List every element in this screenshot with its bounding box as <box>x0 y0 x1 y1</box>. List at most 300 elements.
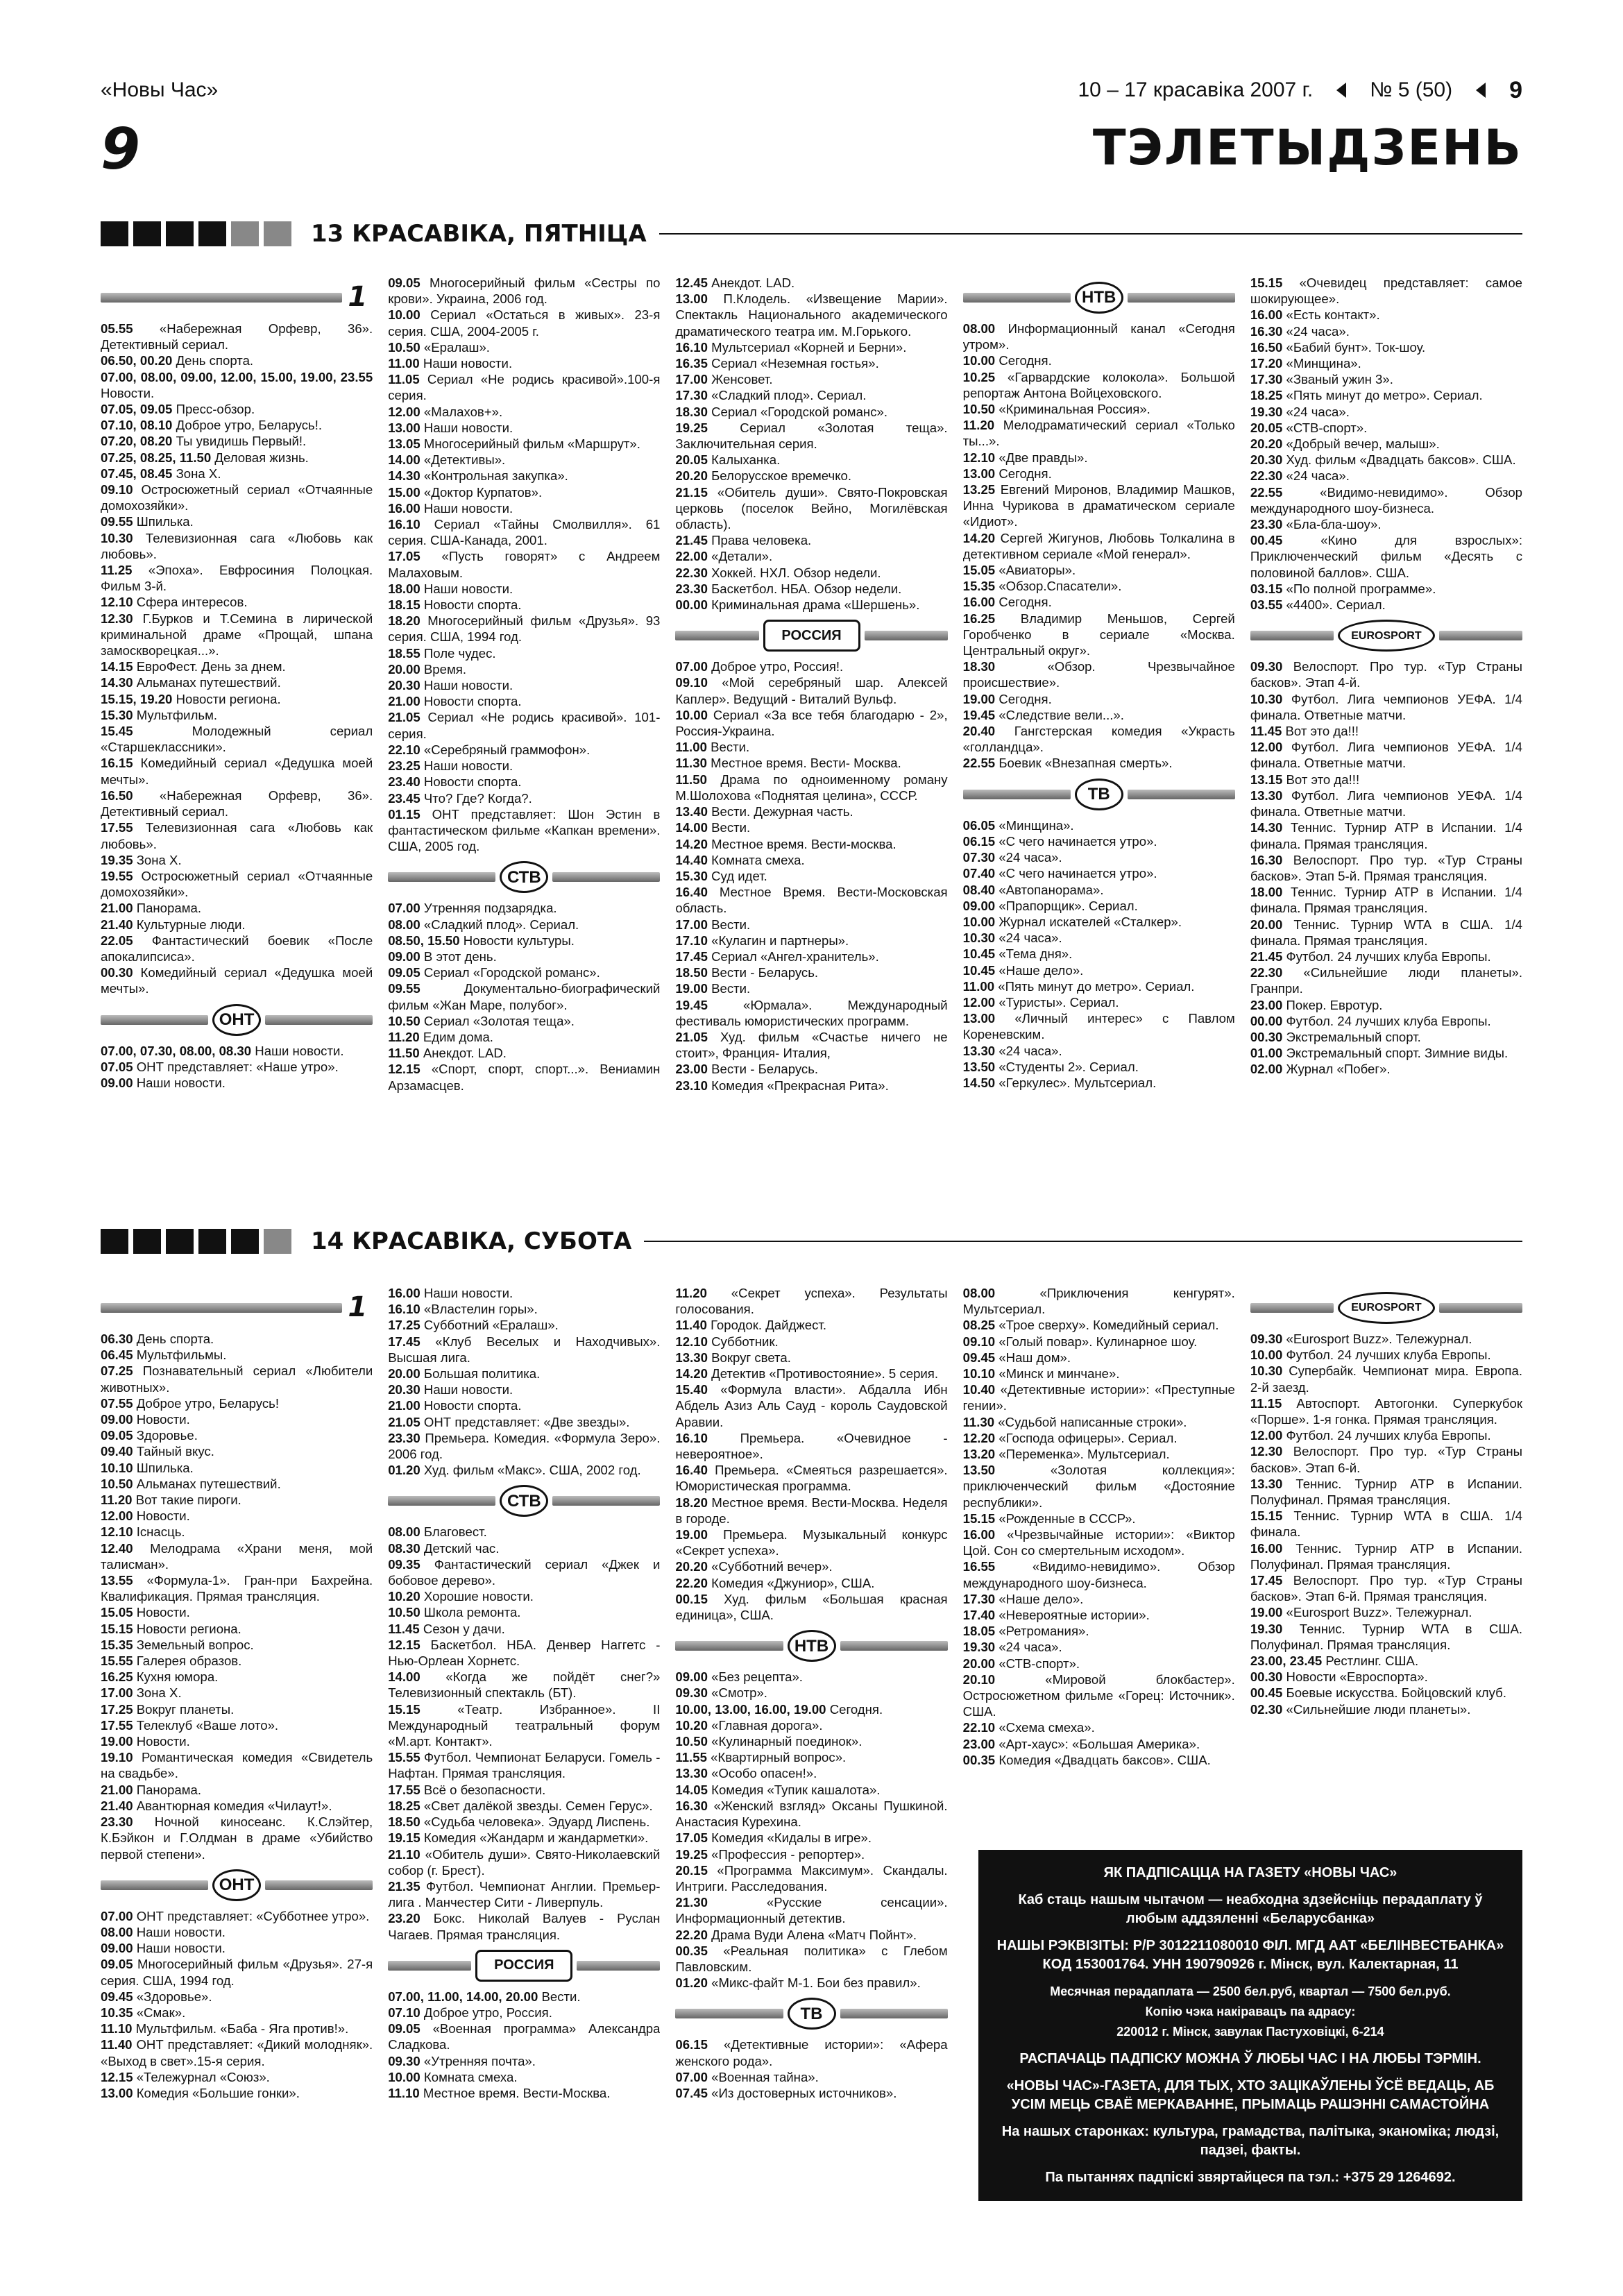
programme-entry <box>101 321 373 352</box>
programme-entry <box>1250 723 1522 739</box>
programme-entry <box>675 1495 947 1527</box>
programme-entry <box>1250 1029 1522 1045</box>
programme-time: 09.00 <box>101 1412 133 1427</box>
programme-time: 17.25 <box>101 1701 133 1717</box>
programme-title: Детский час. <box>423 1540 500 1556</box>
programme-time: 01.15 <box>388 806 420 822</box>
programme-time: 12.10 <box>962 450 996 465</box>
programme-title: Вот это да!!! <box>1286 772 1360 787</box>
programme-entry <box>1250 1331 1522 1347</box>
programme-entry <box>388 917 660 933</box>
programme-title: Многосерийный фильм «Сестры по крови». Украина, 2006 год. <box>388 275 661 307</box>
programme-time: 12.30 <box>1250 1444 1283 1459</box>
programme-entry <box>675 1862 947 1894</box>
programme-entry <box>675 819 947 835</box>
programme-entry <box>388 1669 660 1701</box>
programme-entry <box>963 530 1235 562</box>
programme-title: Здоровье. <box>136 1428 198 1443</box>
programme-entry <box>101 1669 373 1685</box>
programme-title: «Утренняя почта». <box>423 2053 536 2068</box>
programme-time: 10.40 <box>962 1382 996 1397</box>
programme-title: Новости спорта. <box>423 774 522 790</box>
programme-time: 13.00 <box>962 466 996 481</box>
programme-title: Кухня юмора. <box>136 1669 219 1685</box>
programme-time: 15.15 <box>101 1621 133 1636</box>
programme-time: 03.15 <box>1250 581 1283 596</box>
programme-entry <box>963 1511 1235 1527</box>
programme-entry <box>675 1334 947 1350</box>
programme-entry <box>963 817 1235 833</box>
programme-time: 16.30 <box>1250 852 1283 867</box>
programme-title: «Званый ужин 3». <box>1286 372 1393 387</box>
programme-title: Вести. <box>711 917 751 932</box>
programme-time: 14.30 <box>101 675 133 690</box>
programme-title: Доброе утро, Россия!. <box>711 659 844 674</box>
programme-title: «Сильнейшие люди планеты». <box>1286 1701 1471 1717</box>
programme-entry <box>388 980 660 1012</box>
programme-time: 06.45 <box>101 1347 133 1363</box>
programme-entry <box>101 674 373 690</box>
programme-time: 15.30 <box>675 868 708 883</box>
programme-time: 15.35 <box>962 579 996 594</box>
programme-title: «Мировой блокбастер». Остросюжетном фильме «Горец: Источник». США. <box>962 1672 1235 1719</box>
programme-entry <box>1250 323 1522 339</box>
programme-title: Информационный канал «Сегодня утром». <box>962 321 1235 352</box>
day-heading-saturday <box>101 1225 1522 1257</box>
programme-entry <box>1250 949 1522 964</box>
heading-blocks <box>101 1229 291 1254</box>
programme-time: 17.55 <box>388 1782 420 1797</box>
programme-time: 18.20 <box>675 1495 708 1510</box>
programme-title: Драма по одноименному роману М.Шолохова «Поднятая целина», СССР. <box>675 772 948 803</box>
programme-time: 19.00 <box>1250 1605 1283 1620</box>
programme-entry <box>1250 964 1522 996</box>
programme-time: 14.40 <box>675 852 708 867</box>
programme-entry <box>963 1656 1235 1672</box>
programme-entry <box>101 1572 373 1604</box>
programme-time: 19.00 <box>101 1734 133 1749</box>
programme-entry <box>388 1397 660 1413</box>
programme-title: «Тема дня». <box>999 946 1073 962</box>
programme-entry <box>101 352 373 368</box>
programme-title: «Спорт, спорт, спорт...». Вениамин Арзамасцев. <box>388 1062 661 1093</box>
channel-logo-eurosport: EUROSPORT <box>1250 1289 1522 1327</box>
programme-time: 11.10 <box>388 2085 420 2100</box>
programme-title: «Арт-хаус»: «Большая Америка». <box>999 1736 1200 1751</box>
programme-time: 17.10 <box>675 933 708 948</box>
programme-time: 22.30 <box>675 565 708 580</box>
programme-title: Наши новости. <box>423 420 513 435</box>
programme-entry <box>388 420 660 436</box>
programme-title: Премьера. «Смеяться разрешается». Юмористическая программа. <box>675 1463 948 1494</box>
programme-entry <box>101 658 373 674</box>
programme-title: «С чего начинается утро». <box>999 866 1157 881</box>
programme-entry <box>1250 355 1522 371</box>
programme-time: 19.10 <box>101 1750 133 1765</box>
programme-time: 14.00 <box>388 452 420 468</box>
programme-title: «Трое сверху». Комедийный сериал. <box>999 1318 1219 1333</box>
programme-entry <box>675 755 947 771</box>
programme-time: 20.20 <box>675 468 708 484</box>
programme-time: 23.00, 23.45 <box>1250 1653 1323 1669</box>
programme-entry <box>1250 1061 1522 1077</box>
programme-title: Что? Где? Когда?. <box>423 790 532 806</box>
programme-title: Сериал «Не родись красивой».100-я серия. <box>388 372 661 403</box>
programme-time: 06.50, 00.20 <box>101 353 173 368</box>
programme-time: 12.10 <box>675 1334 708 1349</box>
programme-time: 07.40 <box>962 866 996 881</box>
programme-time: 20.30 <box>1250 452 1283 468</box>
programme-entry <box>675 371 947 387</box>
programme-entry <box>388 774 660 790</box>
programme-title: «Судьбой написанные строки». <box>998 1414 1187 1429</box>
programme-time: 10.30 <box>962 930 996 946</box>
programme-title: «Невероятные истории». <box>999 1608 1150 1623</box>
friday-listings <box>101 275 1522 1205</box>
programme-title: Анекдот. LAD. <box>423 1046 507 1061</box>
programme-entry <box>675 674 947 706</box>
programme-time: 00.30 <box>101 965 133 980</box>
programme-title: «Тележурнал «Союз». <box>136 2069 270 2084</box>
programme-title: Наши новости. <box>423 1382 513 1397</box>
programme-title: «24 часа». <box>1286 404 1350 419</box>
programme-title: «4400». Сериал. <box>1286 597 1386 613</box>
programme-title: «Без рецепта». <box>711 1669 803 1685</box>
programme-title: «Детективные истории»: «Афера женского рода». <box>675 2037 948 2068</box>
programme-entry <box>1250 468 1522 484</box>
programme-entry <box>388 790 660 806</box>
programme-title: Сегодня. <box>999 691 1052 706</box>
programme-time: 00.30 <box>1250 1669 1283 1685</box>
programme-entry <box>101 1733 373 1749</box>
programme-entry <box>675 997 947 1029</box>
programme-entry <box>963 1623 1235 1639</box>
programme-time: 21.05 <box>675 1029 708 1044</box>
programme-title: Экстремальный спорт. <box>1286 1029 1421 1044</box>
programme-title: Г.Бурков и Т.Семина в лирической криминальной драме «Прощай, шпана замоскворецкая...». <box>101 611 373 658</box>
programme-title: Комната смеха. <box>711 852 805 867</box>
programme-time: 10.45 <box>962 946 996 962</box>
programme-title: Местное время. Вести-Москва. <box>423 2085 611 2100</box>
programme-time: 15.15 <box>388 1701 420 1717</box>
programme-time: 09.05 <box>388 275 420 290</box>
programme-time: 20.00 <box>388 661 420 677</box>
programme-title: Сериал «Тайны Смолвилля». 61 серия. США-Канада, 2001. <box>388 517 661 548</box>
programme-time: 10.00 <box>388 307 420 323</box>
programme-time: 17.45 <box>675 949 708 964</box>
programme-time: 13.30 <box>1250 1476 1283 1491</box>
programme-title: Новости. <box>136 1605 190 1620</box>
programme-entry <box>388 1381 660 1397</box>
programme-entry <box>963 849 1235 865</box>
programme-time: 23.45 <box>388 790 420 806</box>
programme-title: Вести. <box>711 981 751 996</box>
programme-title: Многосерийный фильм «Маршрут». <box>423 436 640 452</box>
programme-entry <box>963 578 1235 594</box>
programme-title: Остросюжетный сериал «Отчаянные домохозяйки». <box>101 482 373 513</box>
programme-time: 00.45 <box>1250 533 1283 548</box>
programme-time: 02.30 <box>1250 1701 1283 1717</box>
programme-title: «Авиаторы». <box>999 563 1076 578</box>
programme-time: 07.00, 11.00, 14.00, 20.00 <box>388 1989 538 2004</box>
programme-entry <box>1250 1540 1522 1572</box>
programme-time: 16.00 <box>388 1286 420 1300</box>
programme-title: «Детали». <box>711 549 773 564</box>
programme-entry <box>101 1492 373 1508</box>
programme-title: Комедия «Большие гонки». <box>136 2085 300 2100</box>
programme-title: Телевизионная сага «Любовь как любовь». <box>101 820 373 851</box>
channel-logo-eurosport: EUROSPORT <box>1250 617 1522 654</box>
subscription-price: Месячная перадаплата — 2500 бел.руб, квартал — 7500 бел.руб. <box>1050 1984 1451 1998</box>
programme-title: Рестлинг. США. <box>1325 1653 1419 1669</box>
programme-title: Комедийный сериал «Дедушка моей мечты». <box>101 756 373 787</box>
programme-title: Наши новости. <box>423 758 513 774</box>
programme-title: Існасць. <box>136 1524 185 1540</box>
programme-title: Баскетбол. НБА. Денвер Наггетс - Нью-Орлеан Хорнетс. <box>388 1637 661 1669</box>
programme-entry <box>388 1814 660 1830</box>
programme-time: 09.05 <box>101 1428 133 1443</box>
programme-time: 07.20, 08.20 <box>101 434 173 449</box>
programme-time: 10.00 <box>962 353 996 368</box>
programme-time: 18.15 <box>388 597 420 613</box>
programme-time: 07.45 <box>675 2085 708 2100</box>
programme-entry <box>101 1427 373 1443</box>
programme-time: 11.50 <box>675 772 707 787</box>
programme-title: Драма Вуди Алена «Матч Пойнт». <box>711 1927 917 1942</box>
programme-title: Наши новости. <box>136 1941 226 1956</box>
programme-title: Новости региона. <box>176 691 281 706</box>
programme-entry <box>963 882 1235 898</box>
programme-entry <box>101 450 373 466</box>
programme-title: Пресс-обзор. <box>176 402 255 417</box>
programme-title: Хорошие новости. <box>423 1589 534 1604</box>
programme-time: 11.20 <box>388 1029 420 1044</box>
programme-time: 03.55 <box>1250 597 1283 613</box>
programme-title: «Минщина». <box>1286 356 1361 371</box>
programme-entry <box>963 1059 1235 1075</box>
programme-time: 22.05 <box>101 933 133 948</box>
programme-time: 23.00 <box>675 1062 708 1077</box>
day-title: 14 КРАСАВІКА, СУБОТА <box>311 1227 632 1255</box>
programme-entry <box>101 1701 373 1717</box>
programme-time: 19.45 <box>675 997 708 1012</box>
programme-title: «Кулинарный поединок». <box>711 1734 863 1749</box>
programme-time: 10.35 <box>101 2005 133 2020</box>
programme-title: Наши новости. <box>423 1286 513 1300</box>
programme-time: 11.40 <box>101 2037 133 2052</box>
programme-time: 15.05 <box>962 563 996 578</box>
programme-time: 16.25 <box>962 611 996 626</box>
programme-title: Сегодня. <box>829 1701 883 1717</box>
programme-entry <box>675 1078 947 1094</box>
programme-entry <box>963 352 1235 368</box>
programme-time: 18.55 <box>388 645 420 661</box>
programme-entry <box>388 933 660 949</box>
programme-time: 23.20 <box>388 1911 420 1926</box>
programme-title: «Ретромания». <box>999 1624 1089 1639</box>
programme-entry <box>388 2021 660 2052</box>
programme-entry <box>675 1381 947 1430</box>
programme-entry <box>963 962 1235 978</box>
programme-time: 16.25 <box>101 1669 133 1685</box>
programme-entry <box>388 339 660 355</box>
programme-entry <box>101 611 373 659</box>
programme-entry <box>388 1556 660 1588</box>
programme-time: 09.00 <box>388 949 420 964</box>
programme-title: «Геркулес». Мультсериал. <box>999 1075 1157 1090</box>
programme-title: Гангстерская комедия «Украсть «голландца». <box>962 724 1235 755</box>
programme-title: Телевизионная сага «Любовь как любовь». <box>101 530 373 561</box>
programme-time: 11.20 <box>101 1493 133 1508</box>
programme-title: Боевик «Внезапная смерть». <box>999 756 1173 771</box>
programme-time: 16.00 <box>962 595 996 610</box>
programme-entry <box>101 513 373 529</box>
programme-entry <box>675 387 947 403</box>
programme-time: 19.30 <box>1250 404 1283 419</box>
programme-time: 19.00 <box>675 981 708 996</box>
programme-entry <box>388 1334 660 1366</box>
programme-title: Экстремальный спорт. Зимние виды. <box>1286 1046 1509 1061</box>
programme-entry <box>675 884 947 916</box>
programme-time: 07.00, 08.00, 09.00, 12.00, 15.00, 19.00, 23.55 <box>101 369 373 384</box>
programme-time: 07.10, 08.10 <box>101 418 173 433</box>
programme-entry <box>388 516 660 548</box>
programme-time: 11.00 <box>675 740 707 755</box>
programme-title: Вести. Дежурная часть. <box>711 804 853 819</box>
programme-entry <box>675 291 947 339</box>
programme-entry <box>963 691 1235 707</box>
programme-time: 09.45 <box>962 1350 996 1365</box>
programme-entry <box>388 1301 660 1317</box>
programme-time: 08.00 <box>388 1524 420 1540</box>
programme-entry <box>1250 436 1522 452</box>
programme-time: 13.30 <box>962 1043 996 1058</box>
column-2 <box>388 1285 660 2201</box>
programme-time: 00.45 <box>1250 1685 1283 1701</box>
programme-entry <box>675 836 947 852</box>
programme-title: Благовест. <box>423 1524 487 1540</box>
programme-time: 11.30 <box>675 756 707 771</box>
programme-time: 09.40 <box>101 1444 133 1459</box>
programme-title: «Приключения кенгурят». Мультсериал. <box>962 1286 1235 1317</box>
programme-time: 21.40 <box>101 917 133 932</box>
programme-time: 20.20 <box>675 1559 708 1574</box>
programme-title: «Реальная политика» с Глебом Павловским. <box>675 1943 948 1974</box>
programme-title: «Субботний вечер». <box>711 1559 833 1574</box>
programme-entry <box>388 1798 660 1814</box>
programme-entry <box>388 661 660 677</box>
programme-entry <box>388 742 660 758</box>
programme-entry <box>101 1685 373 1701</box>
programme-title: Евгений Миронов, Владимир Машков, Инна Чурикова в драматическом сериале «Идиот». <box>962 482 1235 529</box>
programme-time: 07.55 <box>101 1395 133 1411</box>
programme-time: 13.00 <box>101 2085 133 2100</box>
programme-time: 06.05 <box>962 817 996 833</box>
programme-title: «Смотр». <box>711 1685 767 1701</box>
programme-time: 12.10 <box>101 595 133 610</box>
programme-title: Автоспорт. Автогонки. Суперкубок «Порше». 1-я гонка. Прямая трансляция. <box>1250 1395 1523 1427</box>
programme-entry <box>1250 658 1522 690</box>
programme-entry <box>101 691 373 707</box>
programme-entry <box>675 1685 947 1701</box>
programme-time: 19.30 <box>1250 1621 1283 1636</box>
programme-entry <box>388 1782 660 1798</box>
programme-entry <box>675 1366 947 1381</box>
programme-time: 00.35 <box>962 1752 996 1767</box>
programme-time: 07.25 <box>101 1363 133 1379</box>
programme-title: Теннис. Турнир ATP в Испании. 1/4 финала. Прямая трансляция. <box>1250 885 1523 916</box>
programme-time: 02.00 <box>1250 1062 1283 1077</box>
programme-title: Комедия «Двадцать баксов». США. <box>999 1752 1211 1767</box>
programme-entry <box>388 1285 660 1301</box>
subscription-text: Каб стаць нашым чытачом — неабходна здзейсніць перадаплату ў любым аддзяленні «Беларусбанка» <box>1018 1892 1483 1926</box>
programme-title: «Наше дело». <box>999 1591 1084 1606</box>
programme-title: «Русские сенсации». Информационный детектив. <box>675 1895 948 1926</box>
programme-title: Наши новости. <box>423 500 513 516</box>
programme-entry <box>101 900 373 916</box>
programme-time: 16.10 <box>388 1302 420 1317</box>
channel-logo-tv: ТВ <box>963 776 1235 813</box>
programme-entry <box>963 833 1235 849</box>
programme-entry <box>963 611 1235 659</box>
programme-title: Документально-биографический фильм «Жан Маре, полубог». <box>388 981 661 1012</box>
channel-logo-tv: ТВ <box>675 1995 947 2032</box>
programme-title: Сегодня. <box>999 595 1052 610</box>
channel-logo-ntv: НТВ <box>675 1627 947 1665</box>
programme-time: 19.00 <box>675 1527 708 1542</box>
programme-entry <box>675 1350 947 1366</box>
programme-entry <box>1250 597 1522 613</box>
channel-logo-one: 1 <box>101 1289 373 1327</box>
programme-title: Права человека. <box>711 533 812 548</box>
programme-time: 21.30 <box>675 1895 708 1910</box>
programme-time: 17.30 <box>962 1591 996 1606</box>
programme-entry <box>1250 884 1522 916</box>
programme-time: 17.00 <box>675 917 708 932</box>
programme-title: Футбол. Лига чемпионов УЕФА. 1/4 финала. Ответные матчи. <box>1250 740 1523 771</box>
programme-time: 13.55 <box>101 1573 133 1588</box>
programme-time: 12.45 <box>675 275 708 290</box>
programme-time: 15.35 <box>101 1637 133 1652</box>
programme-time: 15.15 <box>1250 275 1283 290</box>
programme-time: 10.30 <box>101 530 133 545</box>
programme-entry <box>388 1524 660 1540</box>
programme-entry <box>388 468 660 484</box>
programme-title: «С чего начинается утро». <box>999 833 1157 849</box>
column-1 <box>101 1285 373 2201</box>
programme-title: «Наше дело». <box>999 962 1084 978</box>
programme-time: 10.00 <box>1250 1347 1283 1363</box>
programme-entry <box>101 1924 373 1940</box>
programme-entry <box>1250 819 1522 851</box>
programme-title: «Пусть говорят» с Андреем Малаховым. <box>388 549 661 580</box>
programme-entry <box>675 1430 947 1462</box>
programme-time: 20.30 <box>388 1382 420 1397</box>
programme-title: Криминальная драма «Шершень». <box>711 597 920 613</box>
programme-title: Сериал «Не родись красивой». 101-серия. <box>388 710 661 741</box>
programme-entry <box>675 548 947 564</box>
programme-time: 17.30 <box>1250 372 1283 387</box>
programme-time: 11.45 <box>1250 724 1282 739</box>
programme-entry <box>675 1927 947 1943</box>
programme-time: 22.30 <box>1250 468 1283 484</box>
programme-time: 14.30 <box>388 468 420 484</box>
subscription-address: 220012 г. Мінск, завулак Пастуховіцкі, 6-214 <box>1116 2025 1384 2039</box>
programme-time: 18.25 <box>1250 388 1283 403</box>
programme-entry <box>388 1430 660 1462</box>
programme-time: 21.45 <box>1250 949 1283 964</box>
programme-title: «Микс-файт М-1. Бои без правил». <box>711 1975 921 1991</box>
